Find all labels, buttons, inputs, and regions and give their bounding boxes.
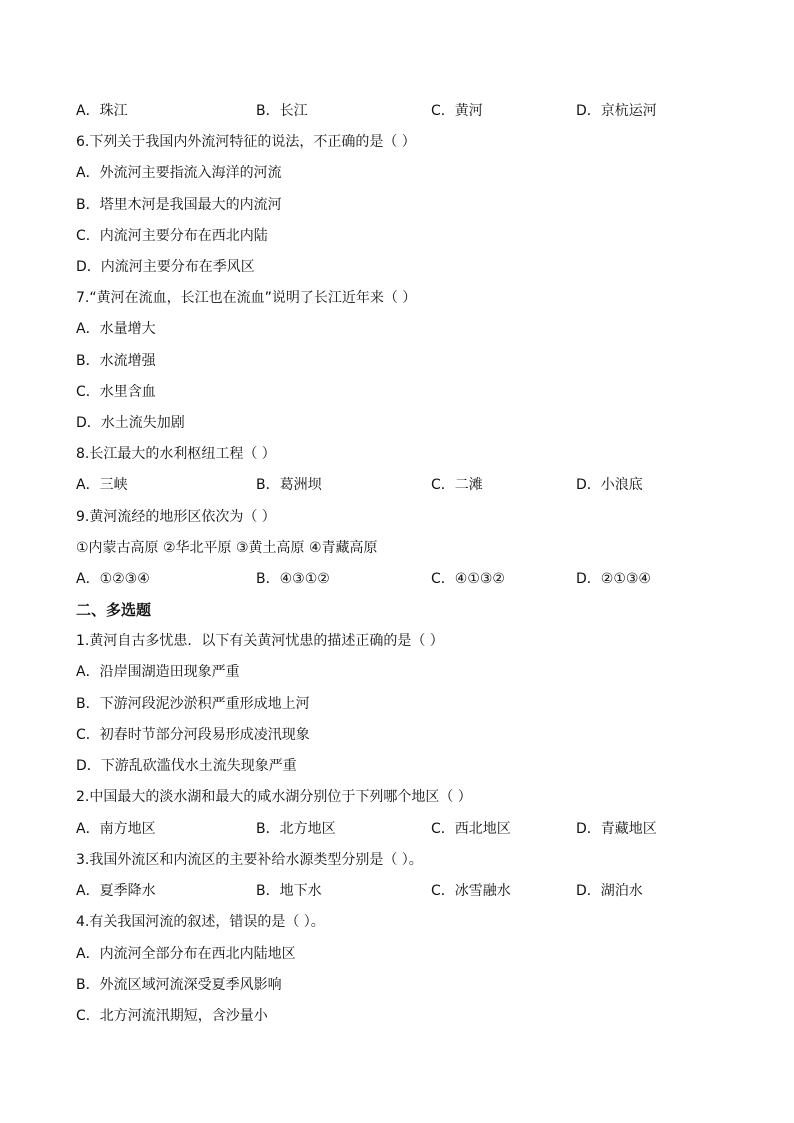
option-c[interactable]: C．水里含血: [76, 384, 156, 400]
option-a[interactable]: A．三峡: [76, 477, 128, 493]
option-a[interactable]: A．夏季降水: [76, 883, 156, 899]
option-b[interactable]: B．④③①②: [256, 571, 330, 587]
option-d[interactable]: D．下游乱砍滥伐水土流失现象严重: [76, 758, 297, 774]
section-heading: 二、多选题: [76, 601, 152, 619]
option-b[interactable]: B．塔里木河是我国最大的内流河: [76, 197, 282, 213]
option-b[interactable]: B．葛洲坝: [256, 477, 322, 493]
option-a[interactable]: A．沿岸围湖造田现象严重: [76, 664, 240, 680]
option-a[interactable]: A．水量增大: [76, 321, 156, 337]
option-b[interactable]: B．水流增强: [76, 353, 156, 369]
option-c[interactable]: C．北方河流汛期短，含沙量小: [76, 1008, 268, 1024]
option-d[interactable]: D．水土流失加剧: [76, 415, 185, 431]
option-c[interactable]: C．黄河: [431, 103, 483, 119]
question-items: ①内蒙古高原 ②华北平原 ③黄土高原 ④青藏高原: [76, 540, 378, 556]
option-a[interactable]: A．南方地区: [76, 821, 156, 837]
option-c[interactable]: C．内流河主要分布在西北内陆: [76, 228, 268, 244]
option-b[interactable]: B．地下水: [256, 883, 322, 899]
option-a[interactable]: A．珠江: [76, 103, 128, 119]
question-stem: 4.有关我国河流的叙述，错误的是（ ）。: [76, 914, 325, 930]
option-c[interactable]: C．冰雪融水: [431, 883, 511, 899]
option-d[interactable]: D．京杭运河: [576, 103, 657, 119]
question-stem: 8.长江最大的水利枢纽工程（ ）: [76, 446, 276, 462]
question-stem: 1.黄河自古多忧患．以下有关黄河忧患的描述正确的是（ ）: [76, 633, 444, 649]
option-b[interactable]: B．北方地区: [256, 821, 336, 837]
option-a[interactable]: A．内流河全部分布在西北内陆地区: [76, 946, 296, 962]
option-b[interactable]: B．外流区域河流深受夏季风影响: [76, 977, 282, 993]
option-c[interactable]: C．④①③②: [431, 571, 505, 587]
question-stem: 7.“黄河在流血，长江也在流血”说明了长江近年来（ ）: [76, 290, 417, 306]
option-c[interactable]: C．初春时节部分河段易形成凌汛现象: [76, 727, 310, 743]
option-b[interactable]: B．长江: [256, 103, 308, 119]
question-stem: 3.我国外流区和内流区的主要补给水源类型分别是（ ）。: [76, 852, 423, 868]
option-d[interactable]: D．青藏地区: [576, 821, 657, 837]
option-d[interactable]: D．湖泊水: [576, 883, 643, 899]
option-d[interactable]: D．内流河主要分布在季风区: [76, 259, 255, 275]
question-stem: 9.黄河流经的地形区依次为（ ）: [76, 509, 276, 525]
option-c[interactable]: C．西北地区: [431, 821, 511, 837]
question-stem: 6.下列关于我国内外流河特征的说法，不正确的是（ ）: [76, 134, 416, 150]
option-a[interactable]: A．①②③④: [76, 571, 150, 587]
question-stem: 2.中国最大的淡水湖和最大的咸水湖分别位于下列哪个地区（ ）: [76, 789, 472, 805]
option-c[interactable]: C．二滩: [431, 477, 483, 493]
option-d[interactable]: D．小浪底: [576, 477, 643, 493]
option-d[interactable]: D．②①③④: [576, 571, 651, 587]
option-a[interactable]: A．外流河主要指流入海洋的河流: [76, 165, 282, 181]
option-b[interactable]: B．下游河段泥沙淤积严重形成地上河: [76, 696, 310, 712]
